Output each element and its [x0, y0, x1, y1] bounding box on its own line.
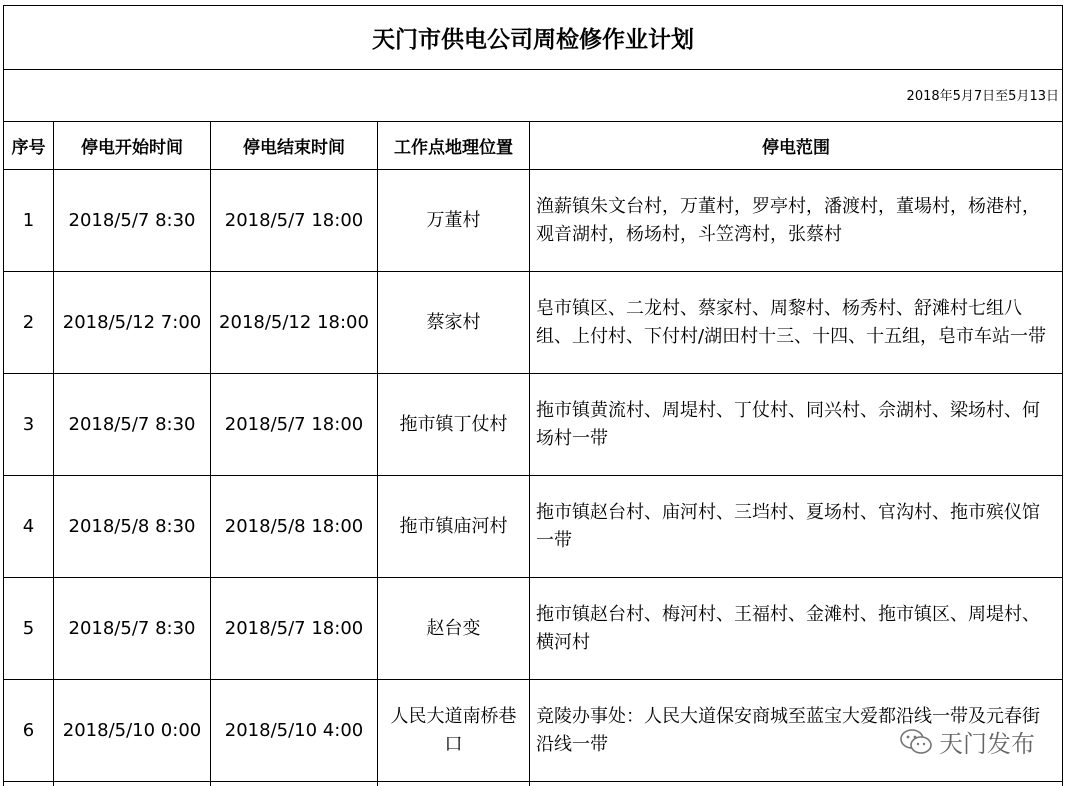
row-end: 2018/5/7 18:00 [224, 413, 364, 435]
row-no: 2 [22, 311, 35, 333]
header-range: 停电范围 [762, 138, 830, 158]
watermark-text: 天门发布 [939, 730, 1035, 758]
row-end: 2018/5/10 4:00 [224, 719, 364, 741]
header-location: 工作点地理位置 [394, 138, 513, 158]
row-start: 2018/5/8 8:30 [68, 515, 196, 537]
row-location: 人民大道南桥巷口 [390, 705, 517, 755]
row-end: 2018/5/8 18:00 [224, 515, 364, 537]
row-range: 拖市镇赵台村、庙河村、三垱村、夏场村、官沟村、拖市殡仪馆一带 [536, 501, 1040, 551]
row-range: 渔薪镇朱文台村，万董村，罗亭村，潘渡村，董場村，杨港村，观音湖村，杨场村，斗笠湾村，张蔡村 [536, 195, 1040, 245]
row-no: 1 [22, 209, 35, 231]
row-range: 拖市镇赵台村、梅河村、王福村、金滩村、拖市镇区、周堤村、横河村 [536, 603, 1040, 653]
row-range: 皂市镇区、二龙村、蔡家村、周黎村、杨秀村、舒滩村七组八组、上付村、下付村/湖田村十三、十四、十五组，皂市车站一带 [536, 297, 1047, 347]
grid-line [3, 781, 1063, 782]
row-location: 蔡家村 [426, 311, 481, 333]
row-start: 2018/5/7 8:30 [68, 209, 196, 231]
row-start: 2018/5/7 8:30 [68, 617, 196, 639]
wechat-icon [899, 728, 933, 756]
row-end: 2018/5/7 18:00 [224, 617, 364, 639]
page-title: 天门市供电公司周检修作业计划 [372, 25, 694, 53]
row-no: 3 [22, 413, 35, 435]
row-end: 2018/5/12 18:00 [219, 311, 369, 333]
header-start: 停电开始时间 [81, 138, 183, 158]
watermark [899, 724, 1035, 759]
header-no: 序号 [11, 138, 46, 158]
row-start: 2018/5/12 7:00 [62, 311, 202, 333]
row-location: 拖市镇丁仗村 [399, 413, 508, 435]
row-range: 竟陵办事处：人民大道保安商城至蓝宝大爱都沿线一带及元春街沿线一带 [536, 705, 1040, 755]
row-no: 4 [22, 515, 35, 537]
row-location: 拖市镇庙河村 [399, 515, 508, 537]
grid-line [3, 69, 1063, 70]
row-no: 5 [22, 617, 35, 639]
row-location: 万董村 [426, 209, 481, 231]
row-start: 2018/5/10 0:00 [62, 719, 202, 741]
grid-line [1062, 5, 1063, 786]
header-end: 停电结束时间 [243, 138, 345, 158]
row-range: 拖市镇黄流村、周堤村、丁仗村、同兴村、佘湖村、梁场村、何场村一带 [536, 399, 1040, 449]
row-end: 2018/5/7 18:00 [224, 209, 364, 231]
row-no: 6 [22, 719, 35, 741]
date-range: 2018年5月7日至5月13日 [906, 89, 1059, 104]
row-location: 赵台变 [426, 617, 481, 639]
row-start: 2018/5/7 8:30 [68, 413, 196, 435]
